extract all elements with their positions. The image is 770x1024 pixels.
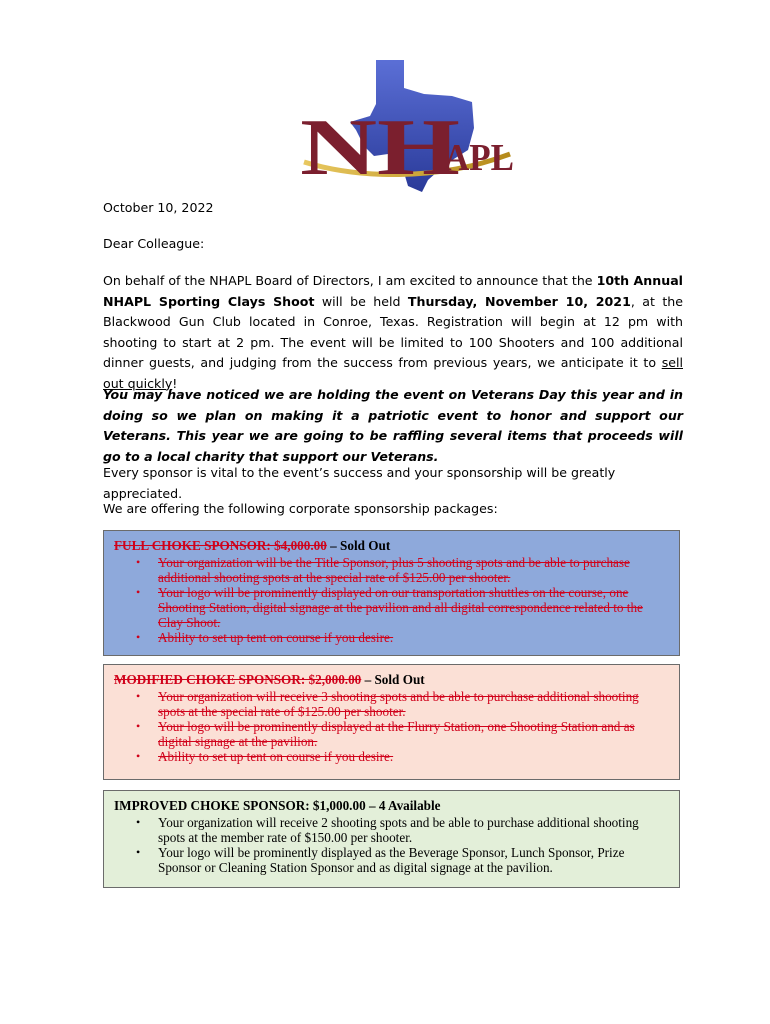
benefit-item xyxy=(136,845,669,875)
salutation: Dear Colleague: xyxy=(103,236,205,251)
bullet-icon: • xyxy=(136,749,141,763)
benefit-item xyxy=(136,815,669,845)
package-full-choke xyxy=(103,530,680,656)
package-benefits xyxy=(114,555,669,645)
benefit-text: Your logo will be prominently displayed as the Beverage Sponsor, Lunch Sponsor, Prize Sponsor or Cleaning Station Sponsor and as digital signage at the pavilion. xyxy=(158,845,625,875)
event-name: 10th Annual NHAPL Sporting Clays Shoot xyxy=(103,273,684,309)
event-date: Thursday, November 10, 2021 xyxy=(407,293,631,309)
veterans-note: You may have noticed we are holding the event on Veterans Day this year and in doing so we plan on making it a patriotic event to honor and support our Veterans. This year we are going to be raffling several items that proceeds will go to a local charity that support our Veterans. xyxy=(103,387,683,464)
benefit-text: Your logo will be prominently displayed at the Flurry Station, one Shooting Station and as digital signage at the pavilion. xyxy=(158,719,635,749)
benefit-text: Your organization will receive 3 shooting spots and be able to purchase additional shooting spots at the special rate of $125.00 per shooter. xyxy=(158,689,639,719)
bullet-icon: • xyxy=(136,689,141,703)
intro-text-4: ! xyxy=(172,375,178,391)
bullet-icon: • xyxy=(136,719,141,733)
bullet-icon: • xyxy=(136,845,141,859)
bullet-icon: • xyxy=(136,815,141,829)
letter-date: October 10, 2022 xyxy=(103,200,214,215)
benefit-item xyxy=(136,555,669,585)
intro-text-2: will be held xyxy=(314,293,408,309)
intro-text-1: On behalf of the NHAPL Board of Directors, I am excited to announce that the xyxy=(103,273,597,288)
benefit-item xyxy=(136,719,669,749)
benefit-item xyxy=(136,689,669,719)
benefit-text: Ability to set up tent on course if you desire. xyxy=(158,749,394,764)
intro-paragraph xyxy=(103,271,683,394)
intro-text-3: , at the Blackwood Gun Club located in Conroe, Texas. Registration will begin at 12 pm with shooting to start at 2 pm. The event will be limited to 100 Shooters and 100 additional dinner guests, and judging from the success from previous years, we anticipate it to xyxy=(103,293,683,370)
package-modified-choke xyxy=(103,664,680,780)
benefit-item xyxy=(136,585,669,630)
benefit-text: Ability to set up tent on course if you desire. xyxy=(158,630,394,645)
package-heading xyxy=(114,538,669,553)
offering-text: We are offering the following corporate sponsorship packages: xyxy=(103,501,498,516)
package-benefits xyxy=(114,815,669,875)
nhapl-logo xyxy=(296,58,518,194)
logo-letters-apl: APL xyxy=(444,137,514,179)
benefit-item xyxy=(136,749,669,764)
package-status: – Sold Out xyxy=(326,538,391,553)
bullet-icon: • xyxy=(136,585,141,599)
bullet-icon: • xyxy=(136,555,141,569)
package-status: – Sold Out xyxy=(361,672,425,687)
package-benefits xyxy=(114,689,669,764)
benefit-text: Your organization will receive 2 shooting spots and be able to purchase additional shooting spots at the member rate of $150.00 per shooter. xyxy=(158,815,639,845)
package-title: MODIFIED CHOKE SPONSOR: $2,000.00 xyxy=(114,672,362,687)
package-improved-choke xyxy=(103,790,680,888)
benefit-text: Your logo will be prominently displayed on our transportation shuttles on the course, one Shooting Station, digital signage at the pavilion and all digital correspondence related to the Clay Shoot. xyxy=(158,585,643,630)
package-heading xyxy=(114,672,669,687)
package-title: IMPROVED CHOKE SPONSOR: $1,000.00 – 4 Available xyxy=(114,798,441,813)
sponsor-vital-text: Every sponsor is vital to the event’s success and your sponsorship will be greatly appreciated. xyxy=(103,465,616,501)
package-title: FULL CHOKE SPONSOR: $4,000.00 xyxy=(114,538,327,553)
benefit-item xyxy=(136,630,669,645)
sell-out-emphasis: sell out quickly xyxy=(103,355,683,391)
logo-letters: NH xyxy=(300,104,460,192)
benefit-text: Your organization will be the Title Sponsor, plus 5 shooting spots and be able to purchase additional shooting spots at the special rate of $125.00 per shooter. xyxy=(158,555,630,585)
bullet-icon: • xyxy=(136,630,141,644)
